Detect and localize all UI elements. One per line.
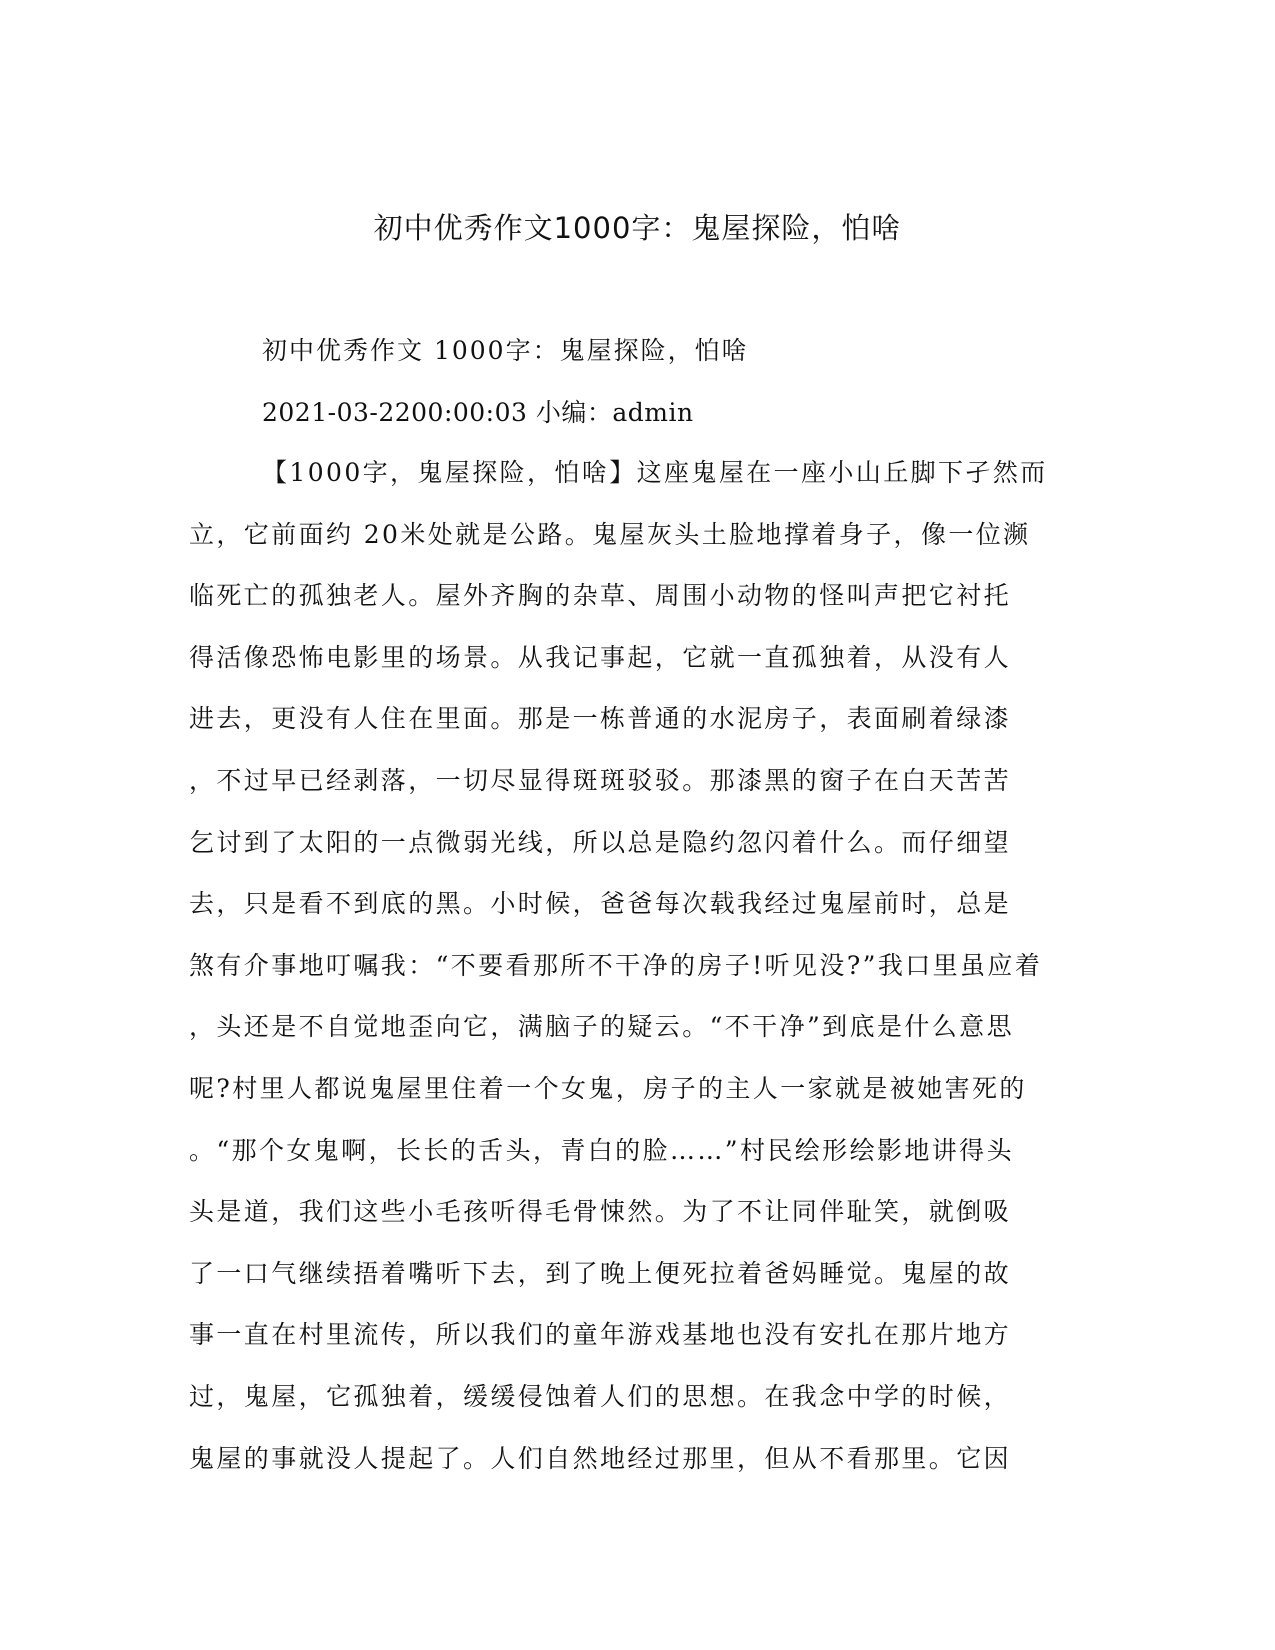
body-line: 去，只是看不到底的黑。小时候，爸爸每次载我经过鬼屋前时，总是 [189,889,1012,919]
body-line: 过，鬼屋，它孤独着，缓缓侵蚀着人们的思想。在我念中学的时候， [189,1381,1012,1411]
body-line: 。“那个女鬼啊，长长的舌头，青白的脸……”村民绘形绘影地讲得头 [189,1135,1014,1165]
body-line: 立，它前面约 20米处就是公路。鬼屋灰头土脸地撑着身子，像一位濒 [189,519,1031,549]
body-line: 得活像恐怖电影里的场景。从我记事起，它就一直孤独着，从没有人 [189,642,1012,672]
body-line: 了一口气继续捂着嘴听下去，到了晚上便死拉着爸妈睡觉。鬼屋的故 [189,1258,1012,1288]
body-line: 临死亡的孤独老人。屋外齐胸的杂草、周围小动物的怪叫声把它衬托 [189,581,1012,611]
body-line: 头是道，我们这些小毛孩听得毛骨悚然。为了不让同伴耻笑，就倒吸 [189,1197,1012,1227]
body-line: ，不过早已经剥落，一切尽显得斑斑驳驳。那漆黑的窗子在白天苦苦 [189,765,1012,795]
body-line: 事一直在村里流传，所以我们的童年游戏基地也没有安扎在那片地方 [189,1320,1012,1350]
body-line: 呢?村里人都说鬼屋里住着一个女鬼，房子的主人一家就是被她害死的 [189,1073,1027,1103]
article-body [189,455,1089,1502]
body-line: 【1000字，鬼屋探险，怕啥】这座鬼屋在一座小山丘脚下孑然而 [262,458,1048,487]
body-line: 乞讨到了太阳的一点微弱光线，所以总是隐约忽闪着什么。而仔细望 [189,827,1012,857]
body-line: 进去，更没有人住在里面。那是一栋普通的水泥房子，表面刷着绿漆 [189,704,1012,734]
article-date-author: 2021-03-2200:00:03 小编：admin [262,398,694,427]
body-line: ，头还是不自觉地歪向它，满脑子的疑云。“不干净”到底是什么意思 [189,1012,1014,1042]
body-line: 煞有介事地叮嘱我：“不要看那所不干净的房子!听见没?”我口里虽应着 [189,950,1043,980]
article-subtitle: 初中优秀作文 1000字：鬼屋探险，怕啥 [262,336,749,365]
body-line: 鬼屋的事就没人提起了。人们自然地经过那里，但从不看那里。它因 [189,1443,1012,1473]
document-title: 初中优秀作文1000字：鬼屋探险，怕啥 [373,211,902,245]
